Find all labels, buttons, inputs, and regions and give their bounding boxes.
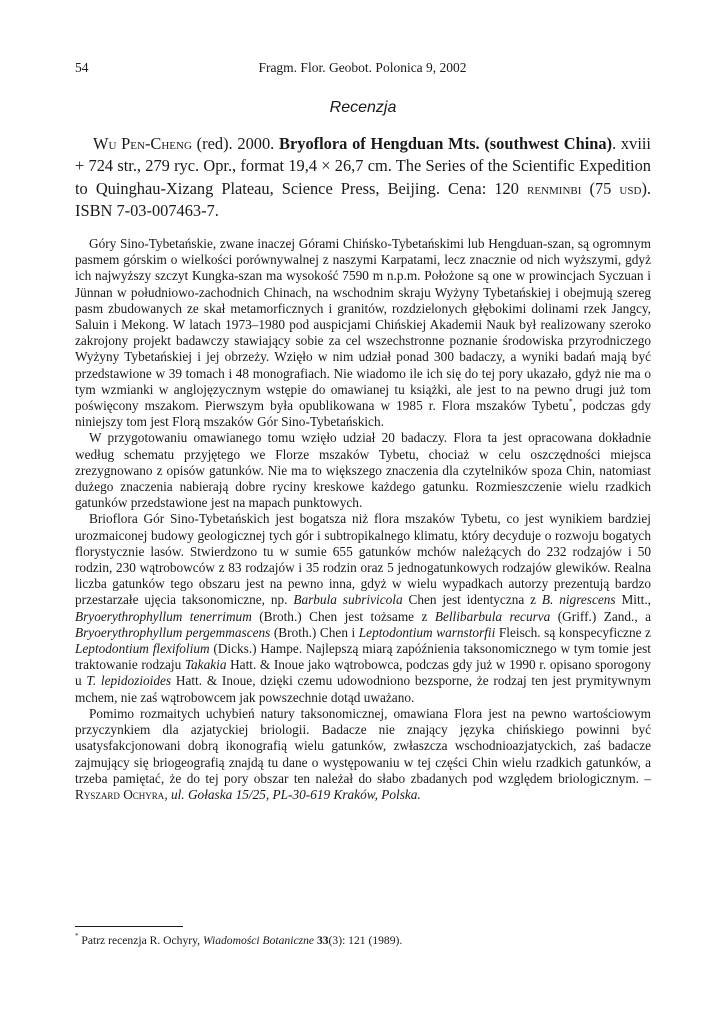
- section-title: Recenzja: [329, 99, 397, 116]
- p3-text: Hatt. & Inoue jako wątrobowca, podczas gdy już w 1990 r. opisano sporogony u: [75, 657, 651, 689]
- reviewer-name: Ryszard Ochyra: [75, 786, 165, 802]
- footnote-pages: (3): 121 (1989).: [328, 934, 403, 947]
- footnote-journal: Wiadomości Botaniczne: [202, 934, 315, 947]
- taxon-name: Bryoerythrophyllum pergemmascens: [75, 624, 271, 640]
- book-author: Wu Pen-Cheng: [93, 134, 192, 153]
- p3-text: (Broth.) Chen i: [270, 624, 359, 640]
- taxon-name: Leptodontium warnstorfii: [358, 624, 496, 640]
- taxon-name: Bryoerythrophyllum tenerrimum: [75, 608, 252, 624]
- p3-text: Mitt.,: [615, 592, 651, 608]
- book-citation: [75, 133, 651, 222]
- page-header: [75, 60, 650, 78]
- footnote-text: Patrz recenzja R. Ochyry,: [78, 934, 203, 947]
- reviewer-address: , ul. Gołaska 15/25, PL-30-619 Kraków, Polska.: [164, 786, 421, 802]
- paragraph-4-text: Pomimo rozmaitych uchybień natury taksonomicznej, omawiana Flora jest na pewno wartościowym przyczynkiem dla azjatyckiej briologii. Badacze nie znający języka chińskiego powinni być usatysfakcjonowani dobrą ikonografią wielu gatunków, zwłaszcza wschodnioazjatyckich, zaś badacze zajmujący się briogeografią znajdą tu dane o występowaniu w tej części Chin wielu rzadkich gatunków, a trzeba pamiętać, że do tej pory obszar ten należał do słabo zbadanych pod względem briologicznym. –: [75, 705, 651, 786]
- paragraph-1: [75, 236, 651, 430]
- journal-reference: Fragm. Flor. Geobot. Polonica 9, 2002: [258, 60, 467, 75]
- paragraph-2: W przygotowaniu omawianego tomu wzięło udział 20 badaczy. Flora ta jest opracowana dokładnie według schematu przyjętego we Florze mszaków Tybetu, chociaż w celu oszczędności miejsca zrezygnowano z opisów gatunków. Nie ma to większego znaczenia dla czytelników spoza Chin, natomiast dużego znaczenia nabierają dobre ryciny kreskowe każdego gatunku. Rozmieszczenie wielu rzadkich gatunków przedstawione jest na mapach punktowych.: [75, 430, 651, 511]
- taxon-name: B. nigrescens: [541, 592, 616, 608]
- paragraph-1-text: Góry Sino-Tybetańskie, zwane inaczej Górami Chińsko-Tybetańskimi lub Hengduan-szan, są ogromnym pasmem górskim o wielkości porównywalnej z naszymi Karpatami, lecz znacznie od nich wyższymi, gdyż ich najwyższy szczyt Kungka-szan ma wysokość 7590 m n.p.m. Położone są one w prowincjach Syczuan i Jünnan w południowo-zachodnich Chinach, na wschodnim skraju Wyżyny Tybetańskiej i obejmują szereg pasm zbudowanych ze skał metamorficznych i granitów, rozdzielonych głębokimi dolinami rzek Jangcy, Saluin i Mekong. W latach 1973–1980 pod auspicjami Chińskiej Akademii Nauk był realizowany szeroko zakrojony projekt badawczy stawiający sobie za cel wszechstronne poznanie środowiska przyrodniczego Wyżyny Tybetańskiej i jej obrzeży. Wzięło w nim udział ponad 300 badaczy, a wyniki badań mają być przedstawione w 39 tomach i 48 monografiach. Nie wiadomo ile ich się do tej pory ukazało, gdyż nie ma o tym wzmianki w anglojęzycznym wstępie do omawianej tu książki, ale jest to na pewno drugi już tom poświęcony mszakom. Pierwszym była opublikowana w 1985 r. Flora mszaków Tybetu: [75, 236, 651, 414]
- footnote-mark: *: [75, 932, 79, 941]
- taxon-name: Barbula subrivicola: [293, 592, 403, 608]
- citation-currency: renminbi: [527, 178, 582, 198]
- p3-text: Chen jest identyczna z: [402, 592, 542, 608]
- paragraph-4: [75, 706, 651, 803]
- citation-isbn: ). ISBN 7-03-007463-7.: [75, 178, 651, 220]
- book-title: Bryoflora of Hengduan Mts. (southwest China): [279, 134, 613, 153]
- taxon-name: Leptodontium flexifolium: [75, 641, 210, 657]
- taxon-name: Takakia: [184, 657, 227, 673]
- footnote-marker: *: [568, 396, 573, 406]
- footnote-divider: [75, 926, 183, 927]
- footnote: [75, 934, 651, 948]
- footnote-volume: 33: [316, 934, 329, 947]
- p3-text: Brioflora Gór Sino-Tybetańskich jest bogatsza niż flora mszaków Tybetu, co jest wynikiem bardziej urozmaiconej budowy geologicznej tych gór i subtropikalnego klimatu, który decyduje o rozwoju bogatych florystycznie lasów. Stwierdzono tu w sumie 655 gatunków mchów należących do 232 rodzajów i 50 rodzin, 230 wątrobowców z 83 rodzajów i 35 rodzin oraz 5 jednogatunkowych rodzajów glewików. Realna liczba gatunków tego obszaru jest na pewno inna, gdyż w wielu wypadkach autorzy prezentują bardzo przestarzałe ujęcia taksonomiczne, np.: [75, 511, 651, 608]
- citation-details: . xviii + 724 str., 279 ryc. Opr., format 19,4 × 26,7 cm. The Series of the Scientific Expedition to Quinghau-Xizang Plateau, Science Press, Beijing. Cena: 120: [75, 134, 651, 198]
- citation-currency-usd: usd: [619, 178, 642, 198]
- paragraph-3: [75, 511, 651, 705]
- p3-text: Fleisch. są konspecyficzne z: [495, 624, 651, 640]
- taxon-name: T. lepidozioides: [86, 673, 172, 689]
- p3-text: (Griff.) Zand., a: [550, 608, 651, 624]
- p3-text: (Dicks.) Hampe. Najlepszą miarą zapóźnienia taksonomicznego w tym tomie jest traktowanie rodzaju: [75, 641, 651, 673]
- p3-text: (Broth.) Chen jest tożsame z: [251, 608, 435, 624]
- review-body: [75, 236, 651, 803]
- page-number: 54: [75, 60, 89, 75]
- citation-details-2: (75: [581, 178, 620, 198]
- paragraph-1-text-end: , podczas gdy niniejszy tom jest Florą mszaków Gór Sino-Tybetańskich.: [75, 398, 651, 430]
- taxon-name: Bellibarbula recurva: [434, 608, 551, 624]
- citation-year: (red). 2000.: [191, 134, 280, 153]
- p3-text: Hatt. & Inoue, dzięki czemu udowodniono bezsporne, że rodzaj ten jest prymitywnym mchem, nie zaś wątrobowcem jak powszechnie dotąd uważano.: [75, 673, 651, 705]
